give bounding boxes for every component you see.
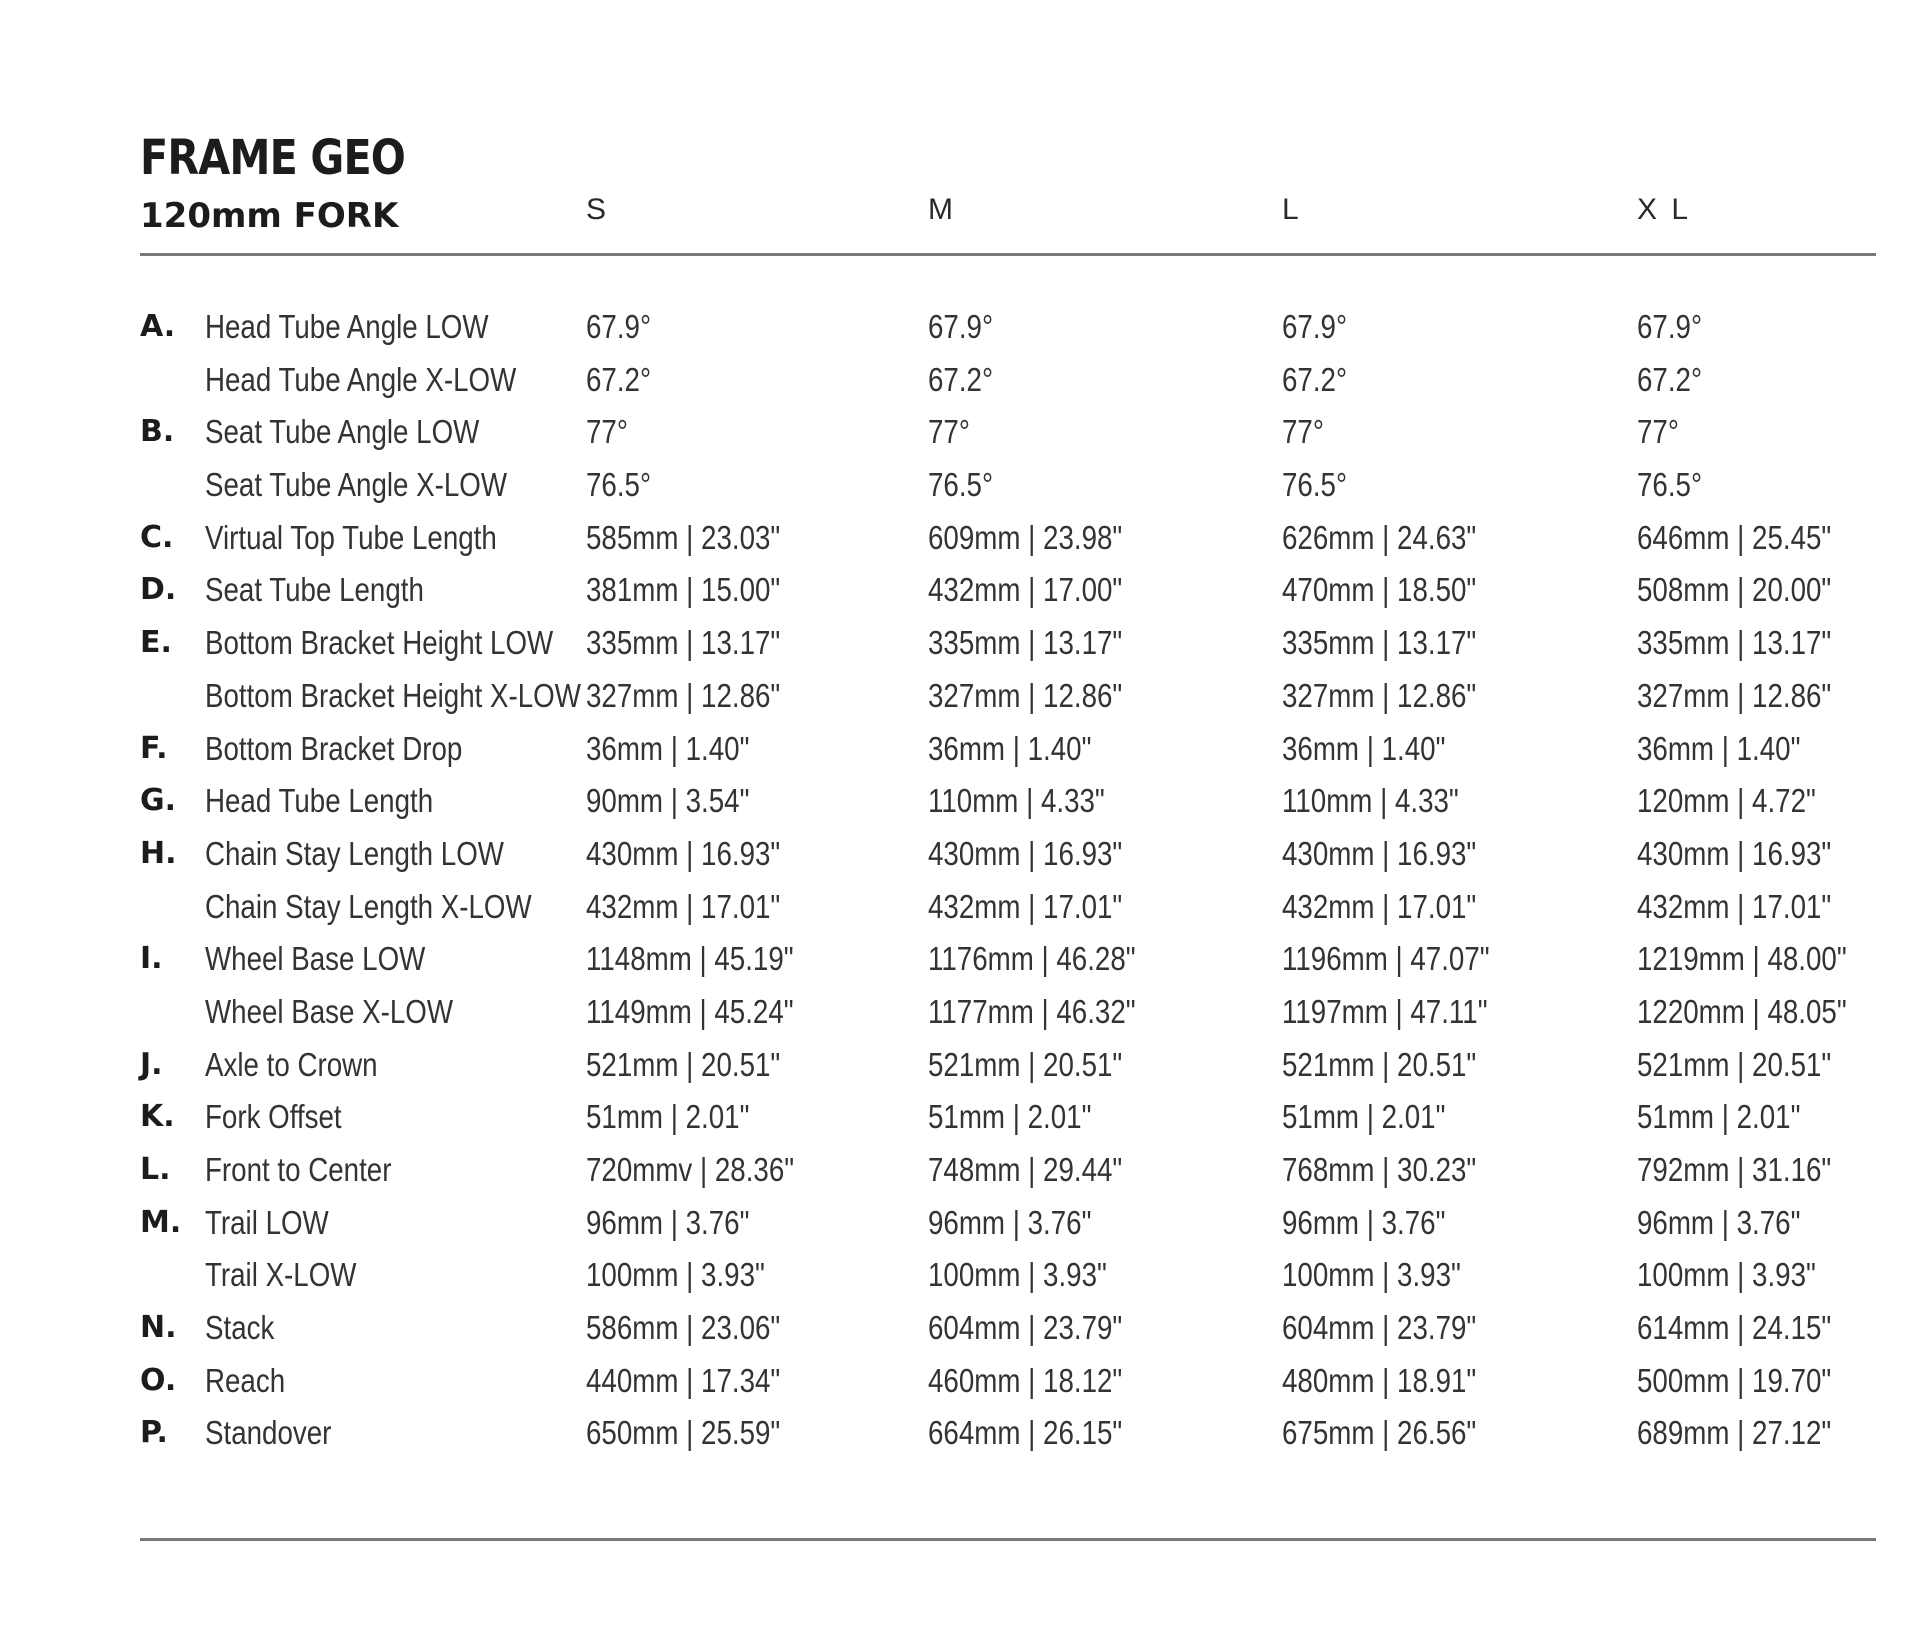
value-cell-l: 76.5°: [1282, 466, 1348, 504]
row-letter: I.: [140, 941, 163, 977]
table-row: [0, 516, 1920, 569]
value-cell-l: 480mm | 18.91": [1282, 1361, 1477, 1399]
row-label: Trail X-LOW: [205, 1256, 357, 1294]
value-cell-m: 1176mm | 46.28": [928, 940, 1136, 978]
table-row: [0, 463, 1920, 516]
value-cell-s: 67.2°: [586, 360, 652, 398]
value-cell-s: 100mm | 3.93": [586, 1256, 765, 1294]
table-row: [0, 568, 1920, 621]
table-row: [0, 1359, 1920, 1412]
value-cell-m: 67.9°: [928, 308, 994, 345]
row-letter: H.: [140, 835, 177, 871]
value-cell-m: 36mm | 1.40": [928, 729, 1092, 767]
value-cell-s: 586mm | 23.06": [586, 1309, 781, 1347]
row-label: Standover: [205, 1414, 332, 1452]
value-cell-m: 460mm | 18.12": [928, 1361, 1123, 1399]
value-cell-m: 327mm | 12.86": [928, 676, 1123, 714]
row-label: Front to Center: [205, 1151, 392, 1188]
header-divider: [140, 253, 1876, 256]
value-cell-l: 604mm | 23.79": [1282, 1309, 1477, 1347]
table-row: [0, 1095, 1920, 1148]
row-label: Chain Stay Length LOW: [205, 834, 504, 872]
row-label: Trail LOW: [205, 1203, 329, 1241]
table-row: [0, 1411, 1920, 1464]
value-cell-l: 36mm | 1.40": [1282, 729, 1446, 767]
row-letter: P.: [140, 1415, 168, 1451]
value-cell-m: 432mm | 17.00": [928, 571, 1123, 609]
value-cell-xl: 500mm | 19.70": [1637, 1361, 1832, 1399]
row-label: Fork Offset: [205, 1098, 342, 1136]
row-letter: K.: [140, 1099, 175, 1135]
value-cell-m: 1177mm | 46.32": [928, 992, 1136, 1030]
value-cell-m: 432mm | 17.01": [928, 887, 1123, 925]
row-label: Axle to Crown: [205, 1045, 378, 1083]
size-header-l: L: [1282, 193, 1302, 226]
value-cell-l: 77°: [1282, 413, 1324, 451]
row-letter: L.: [140, 1152, 171, 1187]
row-label: Seat Tube Angle X-LOW: [205, 466, 508, 504]
table-row: [0, 1043, 1920, 1096]
table-row: [0, 832, 1920, 885]
row-letter: M.: [140, 1204, 182, 1240]
geometry-table: [0, 305, 1920, 1464]
value-cell-s: 585mm | 23.03": [586, 518, 781, 556]
table-row: [0, 990, 1920, 1043]
value-cell-l: 96mm | 3.76": [1282, 1203, 1446, 1241]
fork-subtitle: 120mm FORK: [140, 196, 399, 236]
value-cell-m: 110mm | 4.33": [928, 782, 1105, 820]
row-letter: N.: [140, 1310, 177, 1346]
value-cell-m: 96mm | 3.76": [928, 1203, 1092, 1241]
value-cell-s: 67.9°: [586, 308, 652, 345]
row-letter: D.: [140, 572, 177, 608]
table-row: [0, 410, 1920, 463]
value-cell-s: 76.5°: [586, 466, 652, 504]
value-cell-s: 720mmv | 28.36": [586, 1151, 795, 1188]
value-cell-xl: 508mm | 20.00": [1637, 571, 1832, 609]
table-row: [0, 621, 1920, 674]
row-letter: C.: [140, 519, 174, 555]
value-cell-m: 77°: [928, 413, 970, 451]
value-cell-s: 327mm | 12.86": [586, 676, 781, 714]
value-cell-l: 470mm | 18.50": [1282, 571, 1477, 609]
table-row: [0, 1148, 1920, 1201]
value-cell-m: 748mm | 29.44": [928, 1151, 1123, 1188]
value-cell-m: 430mm | 16.93": [928, 834, 1123, 872]
row-label: Seat Tube Length: [205, 571, 424, 609]
size-header-xl: X L: [1637, 193, 1692, 226]
row-label: Head Tube Angle LOW: [205, 308, 489, 345]
value-cell-m: 67.2°: [928, 360, 994, 398]
row-label: Virtual Top Tube Length: [205, 518, 497, 556]
table-row: [0, 779, 1920, 832]
row-label: Reach: [205, 1361, 286, 1399]
row-letter: J.: [140, 1046, 163, 1082]
size-header-s: S: [586, 193, 610, 226]
value-cell-l: 335mm | 13.17": [1282, 624, 1477, 662]
value-cell-s: 521mm | 20.51": [586, 1045, 781, 1083]
value-cell-xl: 792mm | 31.16": [1637, 1151, 1832, 1188]
value-cell-m: 335mm | 13.17": [928, 624, 1123, 662]
row-label: Bottom Bracket Height LOW: [205, 624, 554, 662]
row-letter: E.: [140, 625, 172, 661]
value-cell-xl: 100mm | 3.93": [1637, 1256, 1816, 1294]
value-cell-xl: 614mm | 24.15": [1637, 1309, 1832, 1347]
value-cell-s: 1149mm | 45.24": [586, 992, 794, 1030]
page-title: FRAME GEO: [140, 130, 406, 186]
value-cell-l: 51mm | 2.01": [1282, 1098, 1446, 1136]
table-row: [0, 1306, 1920, 1359]
value-cell-xl: 689mm | 27.12": [1637, 1414, 1832, 1452]
value-cell-l: 67.9°: [1282, 308, 1348, 345]
value-cell-l: 67.2°: [1282, 360, 1348, 398]
value-cell-m: 609mm | 23.98": [928, 518, 1123, 556]
value-cell-l: 675mm | 26.56": [1282, 1414, 1477, 1452]
value-cell-xl: 430mm | 16.93": [1637, 834, 1832, 872]
row-letter: B.: [140, 414, 175, 450]
value-cell-l: 430mm | 16.93": [1282, 834, 1477, 872]
value-cell-xl: 36mm | 1.40": [1637, 729, 1801, 767]
value-cell-l: 1197mm | 47.11": [1282, 992, 1488, 1030]
value-cell-s: 36mm | 1.40": [586, 729, 750, 767]
table-row: [0, 674, 1920, 727]
value-cell-s: 381mm | 15.00": [586, 571, 781, 609]
table-row: [0, 727, 1920, 780]
value-cell-s: 1148mm | 45.19": [586, 940, 794, 978]
value-cell-s: 440mm | 17.34": [586, 1361, 781, 1399]
value-cell-xl: 67.9°: [1637, 308, 1703, 345]
size-header-m: M: [928, 193, 956, 226]
value-cell-l: 521mm | 20.51": [1282, 1045, 1477, 1083]
row-label: Chain Stay Length X-LOW: [205, 887, 532, 925]
value-cell-s: 96mm | 3.76": [586, 1203, 750, 1241]
value-cell-xl: 120mm | 4.72": [1637, 782, 1816, 820]
value-cell-s: 335mm | 13.17": [586, 624, 781, 662]
value-cell-l: 100mm | 3.93": [1282, 1256, 1461, 1294]
row-letter: F.: [140, 730, 168, 766]
value-cell-xl: 521mm | 20.51": [1637, 1045, 1832, 1083]
value-cell-xl: 96mm | 3.76": [1637, 1203, 1801, 1241]
value-cell-s: 51mm | 2.01": [586, 1098, 750, 1136]
value-cell-m: 76.5°: [928, 466, 994, 504]
value-cell-l: 110mm | 4.33": [1282, 782, 1459, 820]
value-cell-m: 521mm | 20.51": [928, 1045, 1123, 1083]
table-row: [0, 937, 1920, 990]
value-cell-xl: 1220mm | 48.05": [1637, 992, 1847, 1030]
value-cell-xl: 51mm | 2.01": [1637, 1098, 1801, 1136]
value-cell-l: 626mm | 24.63": [1282, 518, 1477, 556]
value-cell-m: 51mm | 2.01": [928, 1098, 1092, 1136]
row-letter: O.: [140, 1362, 177, 1398]
value-cell-s: 432mm | 17.01": [586, 887, 781, 925]
row-letter: A.: [140, 309, 176, 344]
value-cell-s: 650mm | 25.59": [586, 1414, 781, 1452]
row-label: Wheel Base X-LOW: [205, 992, 454, 1030]
value-cell-xl: 67.2°: [1637, 360, 1703, 398]
value-cell-m: 664mm | 26.15": [928, 1414, 1123, 1452]
row-label: Stack: [205, 1309, 275, 1347]
value-cell-s: 430mm | 16.93": [586, 834, 781, 872]
value-cell-s: 77°: [586, 413, 628, 451]
value-cell-l: 432mm | 17.01": [1282, 887, 1477, 925]
table-row: [0, 358, 1920, 411]
value-cell-s: 90mm | 3.54": [586, 782, 750, 820]
row-label: Head Tube Length: [205, 782, 434, 820]
value-cell-xl: 77°: [1637, 413, 1679, 451]
row-label: Head Tube Angle X-LOW: [205, 360, 517, 398]
table-row: [0, 1253, 1920, 1306]
table-row: [0, 1201, 1920, 1254]
value-cell-l: 327mm | 12.86": [1282, 676, 1477, 714]
value-cell-xl: 335mm | 13.17": [1637, 624, 1832, 662]
row-label: Bottom Bracket Drop: [205, 729, 463, 767]
value-cell-m: 100mm | 3.93": [928, 1256, 1107, 1294]
value-cell-xl: 646mm | 25.45": [1637, 518, 1832, 556]
value-cell-xl: 432mm | 17.01": [1637, 887, 1832, 925]
row-label: Bottom Bracket Height X-LOW: [205, 676, 581, 714]
value-cell-xl: 327mm | 12.86": [1637, 676, 1832, 714]
value-cell-l: 768mm | 30.23": [1282, 1151, 1477, 1188]
footer-divider: [140, 1538, 1876, 1541]
value-cell-l: 1196mm | 47.07": [1282, 940, 1490, 978]
table-row: [0, 305, 1920, 358]
value-cell-m: 604mm | 23.79": [928, 1309, 1123, 1347]
value-cell-xl: 76.5°: [1637, 466, 1703, 504]
table-row: [0, 885, 1920, 938]
row-letter: G.: [140, 783, 177, 819]
value-cell-xl: 1219mm | 48.00": [1637, 940, 1847, 978]
row-label: Wheel Base LOW: [205, 940, 426, 978]
row-label: Seat Tube Angle LOW: [205, 413, 480, 451]
